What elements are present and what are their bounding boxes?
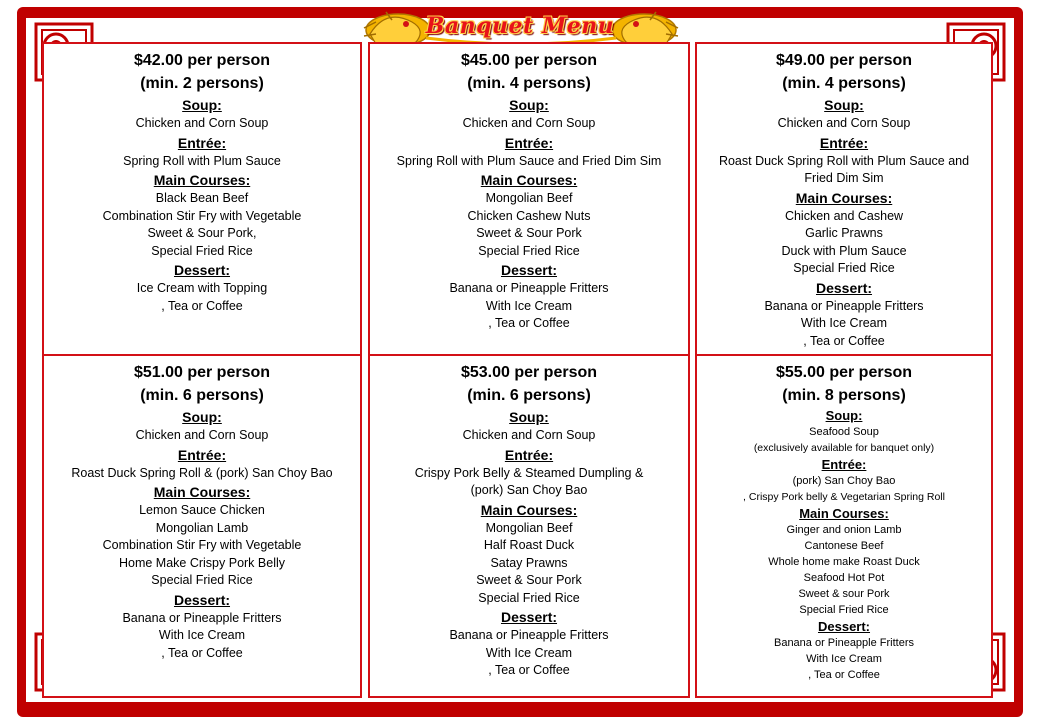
main-heading: Main Courses: [480, 501, 578, 518]
dessert-item: Banana or Pineapple Fritters [449, 281, 609, 295]
entree-item: , Crispy Pork belly & Vegetarian Spring Roll [743, 491, 945, 503]
dessert-heading: Dessert: [817, 619, 871, 634]
main-item: Special Fried Rice [151, 243, 253, 258]
entree-heading: Entrée: [821, 457, 867, 472]
main-item: Special Fried Rice [799, 604, 889, 616]
main-item: Sweet & sour Pork [798, 588, 890, 600]
soup-item: Chicken and Corn Soup [462, 428, 596, 442]
dessert-item: , Tea or Coffee [808, 669, 880, 681]
dessert-item: , Tea or Coffee [161, 645, 243, 660]
entree-heading: Entrée: [819, 134, 869, 151]
main-item: Duck with Plum Sauce [781, 243, 907, 258]
dessert-item: Banana or Pineapple Fritters [449, 628, 609, 642]
dessert-heading: Dessert: [500, 262, 558, 278]
soup-item: Chicken and Corn Soup [462, 116, 596, 130]
main-item: Special Fried Rice [151, 573, 253, 587]
soup-heading: Soup: [182, 97, 222, 113]
dessert-heading: Dessert: [815, 279, 873, 296]
price: $53.00 per person [460, 364, 598, 381]
soup-heading: Soup: [824, 97, 864, 113]
dessert-item: With Ice Cream [485, 298, 573, 313]
main-item: Special Fried Rice [793, 261, 895, 275]
min-persons: (min. 2 persons) [140, 75, 264, 92]
main-item: Lemon Sauce Chicken [139, 503, 265, 517]
entree-heading: Entrée: [504, 134, 554, 151]
entree-item: Roast Duck Spring Roll & (pork) San Choy Bao [71, 465, 333, 480]
entree-item: (pork) San Choy Bao [792, 475, 896, 487]
main-item: Sweet & Sour Pork [476, 226, 582, 240]
soup-heading: Soup: [825, 408, 863, 423]
dessert-item: , Tea or Coffee [803, 333, 885, 348]
entree-heading: Entrée: [177, 134, 227, 151]
main-heading: Main Courses: [153, 172, 251, 188]
main-item: Home Make Crispy Pork Belly [118, 555, 285, 570]
main-item: Garlic Prawns [805, 226, 883, 240]
soup-item: (exclusively available for banquet only) [753, 442, 935, 454]
soup-item: Seafood Soup [809, 426, 879, 438]
min-persons: (min. 4 persons) [467, 75, 591, 92]
dessert-item: With Ice Cream [158, 628, 246, 642]
menu-panel-49 [695, 42, 993, 356]
soup-heading: Soup: [509, 97, 549, 113]
dessert-item: Banana or Pineapple Fritters [122, 610, 282, 625]
main-item: Ginger and onion Lamb [786, 524, 902, 536]
main-item: Special Fried Rice [478, 243, 580, 258]
entree-heading: Entrée: [504, 446, 554, 463]
menu-panel-42 [42, 42, 362, 356]
main-item: Satay Prawns [490, 555, 568, 570]
price: $45.00 per person [460, 52, 598, 69]
dessert-item: With Ice Cream [485, 645, 573, 660]
dessert-item: Banana or Pineapple Fritters [764, 298, 924, 313]
entree-item: Crispy Pork Belly & Steamed Dumpling & [414, 465, 644, 480]
main-item: Seafood Hot Pot [803, 572, 885, 584]
main-item: Half Roast Duck [483, 538, 575, 552]
soup-heading: Soup: [509, 409, 549, 425]
entree-item: Roast Duck Spring Roll with Plum Sauce and [718, 153, 970, 168]
dessert-item: , Tea or Coffee [161, 298, 243, 313]
main-heading: Main Courses: [480, 172, 578, 188]
main-item: Mongolian Beef [485, 520, 573, 535]
main-heading: Main Courses: [153, 484, 251, 500]
dessert-item: Ice Cream with Topping [136, 281, 268, 295]
dessert-heading: Dessert: [173, 591, 231, 608]
menu-panel-53 [368, 354, 690, 698]
dessert-item: , Tea or Coffee [488, 316, 570, 330]
price: $51.00 per person [133, 364, 271, 381]
main-item: Cantonese Beef [804, 540, 884, 552]
min-persons: (min. 8 persons) [782, 387, 906, 404]
price: $55.00 per person [775, 364, 913, 381]
entree-heading: Entrée: [177, 446, 227, 463]
main-heading: Main Courses: [795, 189, 893, 206]
menu-panel-45 [368, 42, 690, 356]
main-item: Combination Stir Fry with Vegetable [102, 538, 302, 552]
price: $42.00 per person [133, 52, 271, 69]
main-item: Sweet & Sour Pork, [147, 226, 257, 240]
min-persons: (min. 6 persons) [140, 387, 264, 404]
main-item: Special Fried Rice [478, 590, 580, 605]
menu-title: Banquet Menu [425, 13, 615, 39]
menu-panel-55 [695, 354, 993, 698]
main-item: Mongolian Lamb [155, 520, 249, 535]
entree-item: Fried Dim Sim [804, 171, 884, 185]
dessert-heading: Dessert: [500, 609, 558, 625]
main-heading: Main Courses: [799, 506, 889, 521]
min-persons: (min. 6 persons) [467, 387, 591, 404]
min-persons: (min. 4 persons) [782, 75, 906, 92]
soup-item: Chicken and Corn Soup [135, 116, 269, 130]
dessert-item: Banana or Pineapple Fritters [773, 637, 915, 649]
main-item: Chicken Cashew Nuts [467, 208, 591, 223]
main-item: Sweet & Sour Pork [476, 573, 582, 587]
main-item: Chicken and Cashew [784, 208, 904, 223]
soup-heading: Soup: [182, 409, 222, 425]
main-item: Mongolian Beef [485, 191, 573, 205]
entree-item: (pork) San Choy Bao [470, 483, 588, 497]
dessert-item: , Tea or Coffee [488, 663, 570, 677]
dessert-item: With Ice Cream [806, 653, 882, 665]
dessert-heading: Dessert: [173, 262, 231, 278]
soup-item: Chicken and Corn Soup [135, 428, 269, 442]
dessert-item: With Ice Cream [800, 316, 888, 330]
main-item: Black Bean Beef [155, 191, 249, 205]
main-item: Whole home make Roast Duck [768, 556, 920, 568]
menu-panel-51 [42, 354, 362, 698]
entree-item: Spring Roll with Plum Sauce and Fried Dim Sim [396, 153, 662, 168]
price: $49.00 per person [775, 52, 913, 69]
entree-item: Spring Roll with Plum Sauce [123, 153, 281, 168]
soup-item: Chicken and Corn Soup [777, 116, 911, 130]
main-item: Combination Stir Fry with Vegetable [102, 208, 302, 223]
